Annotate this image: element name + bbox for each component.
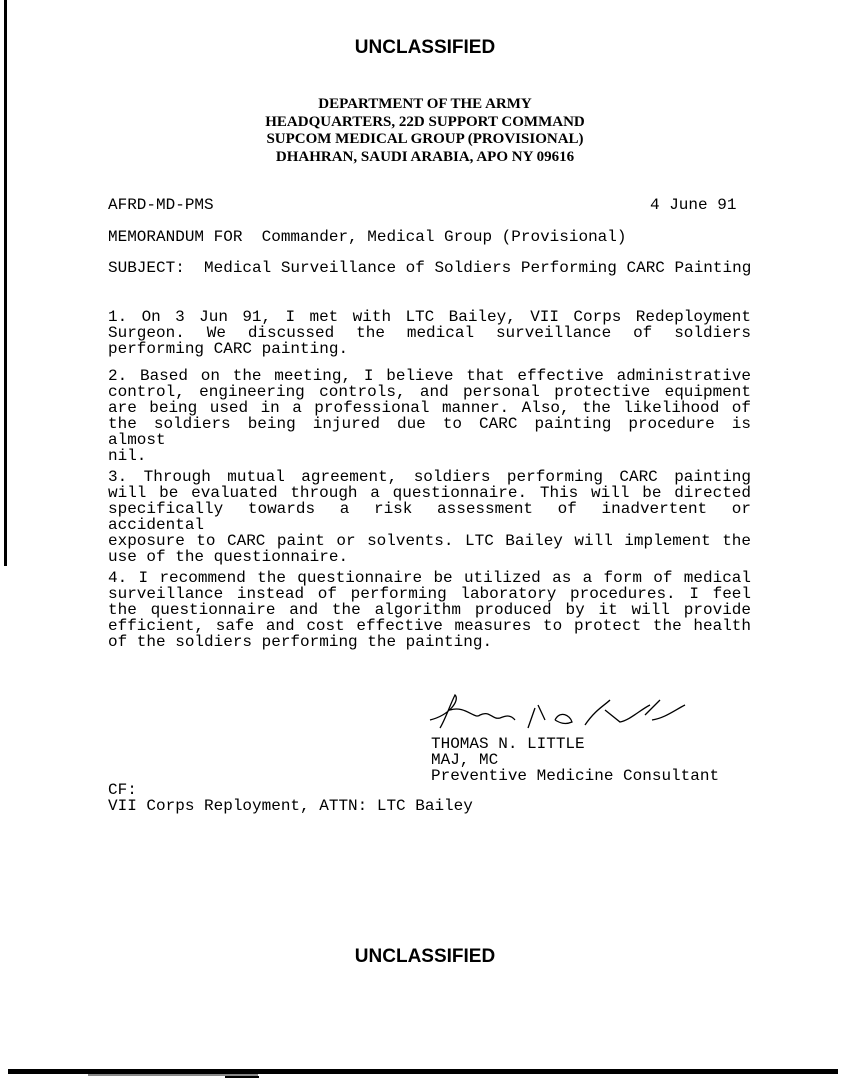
signer-name: THOMAS N. LITTLE bbox=[431, 735, 585, 753]
classification-bottom: UNCLASSIFIED bbox=[354, 946, 496, 967]
text-line: the questionnaire and the algorithm produced by it will provide bbox=[108, 601, 751, 619]
handwritten-signature bbox=[420, 690, 710, 735]
signature-block bbox=[431, 736, 719, 784]
paragraph-2 bbox=[108, 368, 751, 464]
letterhead bbox=[0, 96, 850, 166]
letterhead-line: DEPARTMENT OF THE ARMY bbox=[318, 96, 532, 112]
memorandum-for: MEMORANDUM FOR Commander, Medical Group (Provisional) bbox=[108, 228, 627, 246]
memo-date: 4 June 91 bbox=[650, 196, 737, 214]
text-line: specifically towards a risk assessment of inadvertent or accidental bbox=[108, 500, 751, 534]
text-line: 2. Based on the meeting, I believe that effective administrative bbox=[108, 367, 751, 385]
subject-line: SUBJECT: Medical Surveillance of Soldiers Performing CARC Painting bbox=[108, 259, 752, 277]
text-line: performing CARC painting. bbox=[108, 340, 349, 358]
text-line: of the soldiers performing the painting. bbox=[108, 633, 493, 651]
text-line: surveillance instead of performing laboratory procedures. I feel bbox=[108, 585, 751, 603]
cf-recipient: VII Corps Reployment, ATTN: LTC Bailey bbox=[108, 797, 473, 815]
text-line: use of the questionnaire. bbox=[108, 548, 349, 566]
text-line: 4. I recommend the questionnaire be utilized as a form of medical bbox=[108, 569, 751, 587]
text-line: efficient, safe and cost effective measures to protect the health bbox=[108, 617, 751, 635]
bottom-scan-bar-tail bbox=[225, 1076, 259, 1078]
cf-block bbox=[108, 782, 473, 814]
text-line: are being used in a professional manner. Also, the likelihood of bbox=[108, 399, 751, 417]
text-line: Surgeon. We discussed the medical surveillance of soldiers bbox=[108, 324, 751, 342]
cf-label: CF: bbox=[108, 781, 137, 799]
text-line: control, engineering controls, and personal protective equipment bbox=[108, 383, 751, 401]
letterhead-line: HEADQUARTERS, 22D SUPPORT COMMAND bbox=[265, 113, 585, 130]
classification-top: UNCLASSIFIED bbox=[354, 37, 496, 58]
paragraph-1 bbox=[108, 309, 751, 357]
paragraph-4 bbox=[108, 570, 751, 650]
office-symbol: AFRD-MD-PMS bbox=[108, 196, 214, 214]
signer-title: Preventive Medicine Consultant bbox=[431, 767, 720, 785]
text-line: the soldiers being injured due to CARC painting procedure is almost bbox=[108, 415, 751, 449]
letterhead-line: SUPCOM MEDICAL GROUP (PROVISIONAL) bbox=[266, 131, 584, 147]
letterhead-line: DHAHRAN, SAUDI ARABIA, APO NY 09616 bbox=[275, 148, 575, 165]
paragraph-3 bbox=[108, 469, 751, 565]
text-line: nil. bbox=[108, 447, 147, 465]
text-line: exposure to CARC paint or solvents. LTC Bailey will implement the bbox=[108, 532, 751, 550]
signer-rank: MAJ, MC bbox=[431, 751, 499, 769]
text-line: 3. Through mutual agreement, soldiers performing CARC painting bbox=[108, 468, 751, 486]
text-line: 1. On 3 Jun 91, I met with LTC Bailey, VII Corps Redeployment bbox=[108, 308, 751, 326]
text-line: will be evaluated through a questionnaire. This will be directed bbox=[108, 484, 751, 502]
left-scan-bar bbox=[4, 0, 7, 566]
